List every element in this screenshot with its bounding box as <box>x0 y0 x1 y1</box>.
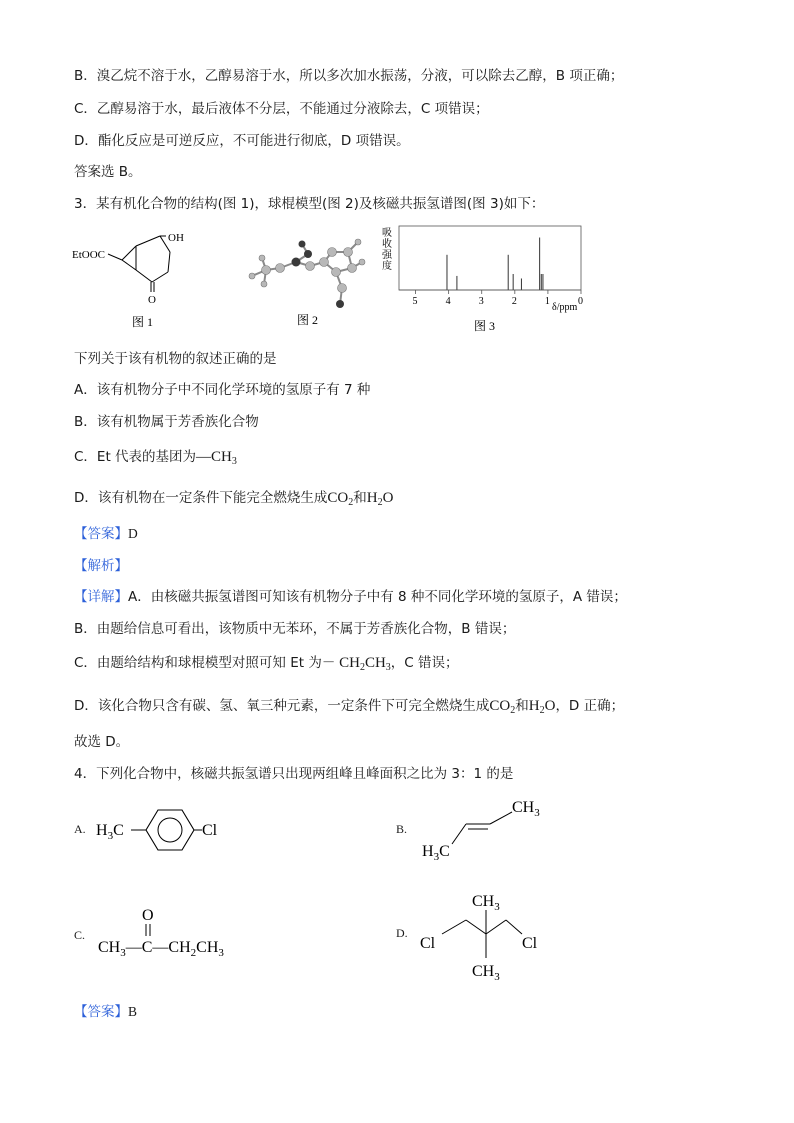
ketone-o-label: O <box>148 294 156 306</box>
nmr-plot-frame <box>399 226 581 290</box>
svg-text:Cl: Cl <box>522 935 538 952</box>
question-3-analysis-tag <box>74 556 128 576</box>
nmr-ylabel-char: 吸 <box>382 228 392 239</box>
svg-text:CH3: $CH_3$ <box>512 799 540 819</box>
question-4-stem: 4．下列化合物中，核磁共振氢谱只出现两组峰且峰面积之比为 3：1 的是 <box>74 766 514 782</box>
question-4-answer <box>74 1002 137 1022</box>
nmr-ylabel-char: 度 <box>382 261 392 272</box>
co2-formula: $CO_2$ <box>327 490 354 508</box>
figure-1-caption: 图 1 <box>132 315 154 329</box>
svg-text:Cl: Cl <box>420 935 436 952</box>
detail-c <box>74 653 459 673</box>
answer-option-c: C．乙醇易溶于水，最后液体不分层，不能通过分液除去，C 项错误； <box>74 101 489 117</box>
detail-c-post: ，C 错误； <box>390 655 459 671</box>
question-4-label-c: C. <box>74 928 86 942</box>
svg-text:CH3: $CH_3$ <box>472 963 500 983</box>
nmr-ylabel-char: 强 <box>382 250 392 261</box>
svg-text:CH3—C—CH2CH3: $CH_3—C—CH_2CH_3$ <box>98 939 224 959</box>
option-c-text: C．Et 代表的基团为 <box>74 449 197 465</box>
question-4-label-b: B. <box>396 822 408 836</box>
question-3-stem: 3．某有机化合物的结构(图 1)，球棍模型(图 2)及核磁共振氢谱图(图 3)如下： <box>74 196 545 212</box>
nmr-x-tick-label: 3 <box>478 296 484 307</box>
question-3-option-b: B．该有机物属于芳香族化合物 <box>74 414 259 430</box>
detail-c-text: C．由题给结构和球棍模型对照可知 Et 为－ <box>74 655 336 671</box>
detail-d <box>74 696 624 716</box>
h2o-formula: $H_2O$ <box>366 490 394 508</box>
question-3-answer <box>74 524 138 544</box>
svg-text:H3C: $H_3C$ <box>96 822 124 842</box>
ethyl-formula: $CH_2CH_3$ <box>339 655 391 673</box>
svg-text:CH3: $CH_3$ <box>472 893 500 913</box>
detail-a <box>74 587 627 607</box>
question-3-option-a: A．该有机物分子中不同化学环境的氢原子有 7 种 <box>74 382 371 398</box>
question-3-prompt: 下列关于该有机物的叙述正确的是 <box>74 351 277 367</box>
nmr-xaxis-unit: δ/ppm <box>552 302 578 313</box>
and-text: 和 <box>353 490 367 506</box>
oh-label: OH <box>168 232 184 244</box>
answer-option-b: B．溴乙烷不溶于水，乙醇易溶于水，所以多次加水振荡，分液，可以除去乙醇，B 项正确； <box>74 68 624 84</box>
figure-2-caption: 图 2 <box>297 313 319 327</box>
structure-dichloro-dimethylpropane <box>418 884 558 988</box>
svg-text:O: O <box>142 907 154 924</box>
analysis-tag: 【解析】 <box>74 558 128 574</box>
question-3-final: 故选 D。 <box>74 734 130 750</box>
nmr-x-tick-label: 5 <box>412 296 418 307</box>
detail-tag: 【详解】 <box>74 589 128 605</box>
detail-d-text: D．该化合物只含有碳、氢、氧三种元素，一定条件下可完全燃烧生成 <box>74 698 490 714</box>
nmr-ylabel-char: 收 <box>382 239 392 250</box>
and-text: 和 <box>515 698 529 714</box>
figure-2-ball-stick-model <box>240 232 380 338</box>
figure-1-structure <box>70 226 210 338</box>
answer-value: D <box>128 526 138 541</box>
detail-b: B．由题给信息可看出，该物质中无苯环，不属于芳香族化合物，B 错误； <box>74 621 516 637</box>
answer-tag: 【答案】 <box>74 1004 128 1020</box>
question-4-label-a: A. <box>74 822 86 836</box>
figure-3-nmr-spectrum <box>376 222 596 338</box>
question-3-option-d <box>74 488 393 508</box>
svg-text:Cl: Cl <box>202 822 218 839</box>
co2-formula: $CO_2$ <box>489 698 516 716</box>
answer-value: B <box>128 1004 138 1019</box>
question-3-option-c <box>74 447 237 467</box>
structure-2-butene <box>418 794 558 866</box>
nmr-x-tick-label: 1 <box>544 296 550 307</box>
structure-butanone <box>96 902 246 964</box>
h2o-formula: $H_2O$ <box>528 698 556 716</box>
detail-d-post: ，D 正确； <box>555 698 625 714</box>
figure-3-caption: 图 3 <box>474 319 496 333</box>
nmr-x-tick-label: 0 <box>578 296 583 307</box>
option-d-text: D．该有机物在一定条件下能完全燃烧生成 <box>74 490 328 506</box>
nmr-x-tick-label: 2 <box>511 296 517 307</box>
svg-text:H3C: $H_3C$ <box>422 843 450 863</box>
answer-option-d: D．酯化反应是可逆反应，不可能进行彻底，D 项错误。 <box>74 133 410 149</box>
question-4-label-d: D. <box>396 926 408 940</box>
answer-final: 答案选 B。 <box>74 164 142 180</box>
etooc-label: EtOOC <box>72 249 105 261</box>
option-c-formula: $—CH_3$ <box>196 449 237 467</box>
structure-p-chlorotoluene <box>94 804 224 858</box>
answer-tag: 【答案】 <box>74 526 128 542</box>
nmr-x-tick-label: 4 <box>445 296 451 307</box>
detail-a-text: A．由核磁共振氢谱图可知该有机物分子中有 8 种不同化学环境的氢原子，A 错误； <box>128 589 627 605</box>
